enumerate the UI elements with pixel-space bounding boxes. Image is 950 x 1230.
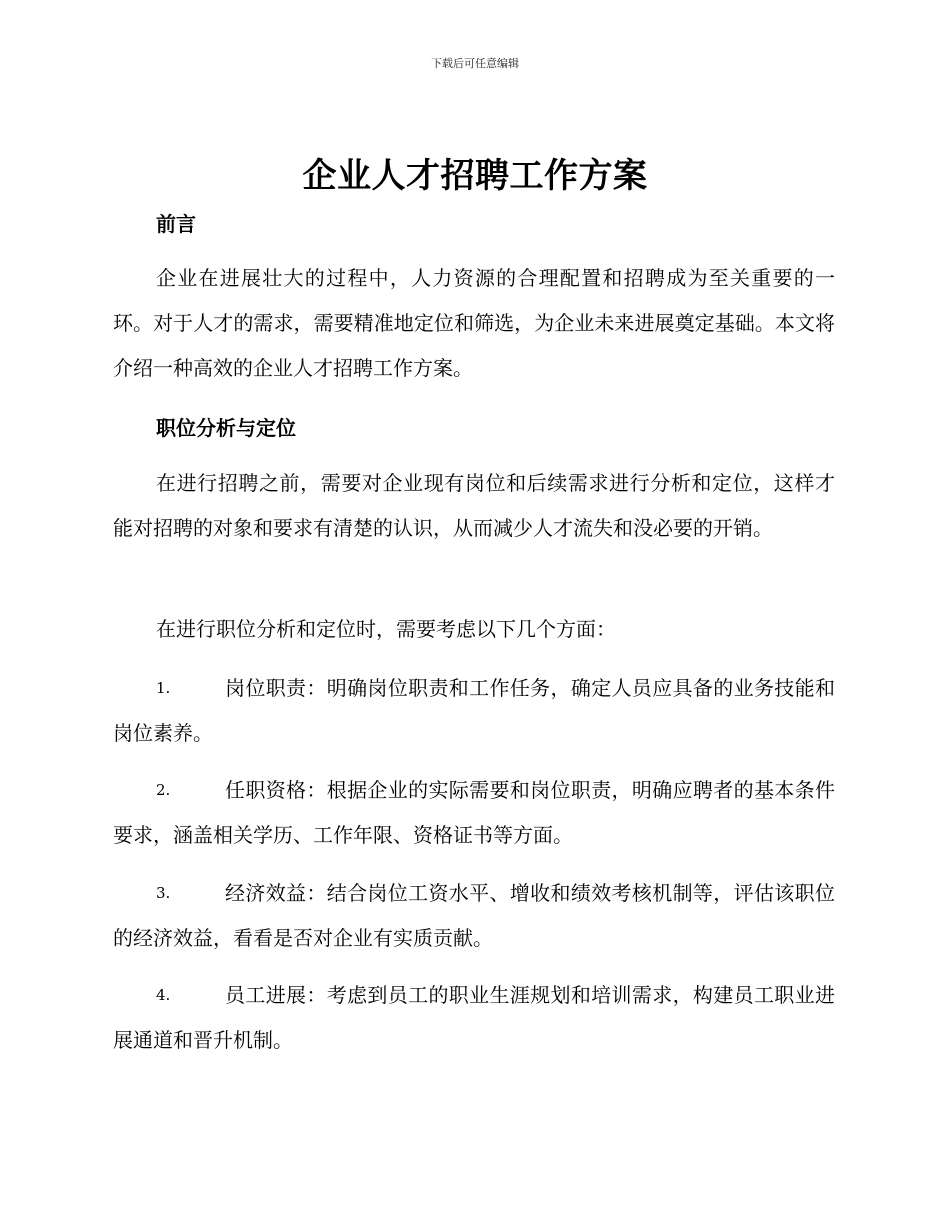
- section-heading-preface: 前言: [156, 212, 196, 236]
- paragraph-preface: 企业在进展壮大的过程中，人力资源的合理配置和招聘成为至关重要的一环。对于人才的需求，需要精准地定位和筛选，为企业未来进展奠定基础。本文将介绍一种高效的企业人才招聘工作方案。: [113, 266, 835, 380]
- paragraph-job-intro: 在进行职位分析和定位时，需要考虑以下几个方面：: [156, 617, 616, 641]
- list-number: 4.: [156, 986, 171, 1004]
- list-item: [113, 768, 835, 858]
- paragraph-job-analysis: 在进行招聘之前，需要对企业现有岗位和后续需求进行分析和定位，这样才能对招聘的对象和要求有清楚的认识，从而减少人才流失和没必要的开销。: [113, 471, 835, 540]
- list-item: [113, 871, 835, 961]
- list-item: [113, 666, 835, 756]
- list-item-text: 员工进展：考虑到员工的职业生涯规划和培训需求，构建员工职业进展通道和晋升机制。: [113, 983, 835, 1052]
- list-number: 1.: [156, 679, 171, 697]
- list-item-text: 岗位职责：明确岗位职责和工作任务，确定人员应具备的业务技能和岗位素养。: [113, 676, 835, 745]
- list-item-text: 经济效益：结合岗位工资水平、增收和绩效考核机制等，评估该职位的经济效益，看看是否对企业有实质贡献。: [113, 881, 835, 950]
- list-number: 3.: [156, 884, 171, 902]
- section-heading-job-analysis: 职位分析与定位: [156, 416, 296, 440]
- list-number: 2.: [156, 781, 171, 799]
- document-title: 企业人才招聘工作方案: [302, 156, 648, 196]
- list-item: [113, 973, 835, 1063]
- page-header: 下载后可任意编辑: [431, 57, 519, 70]
- list-item-text: 任职资格：根据企业的实际需要和岗位职责，明确应聘者的基本条件要求，涵盖相关学历、工作年限、资格证书等方面。: [113, 778, 835, 847]
